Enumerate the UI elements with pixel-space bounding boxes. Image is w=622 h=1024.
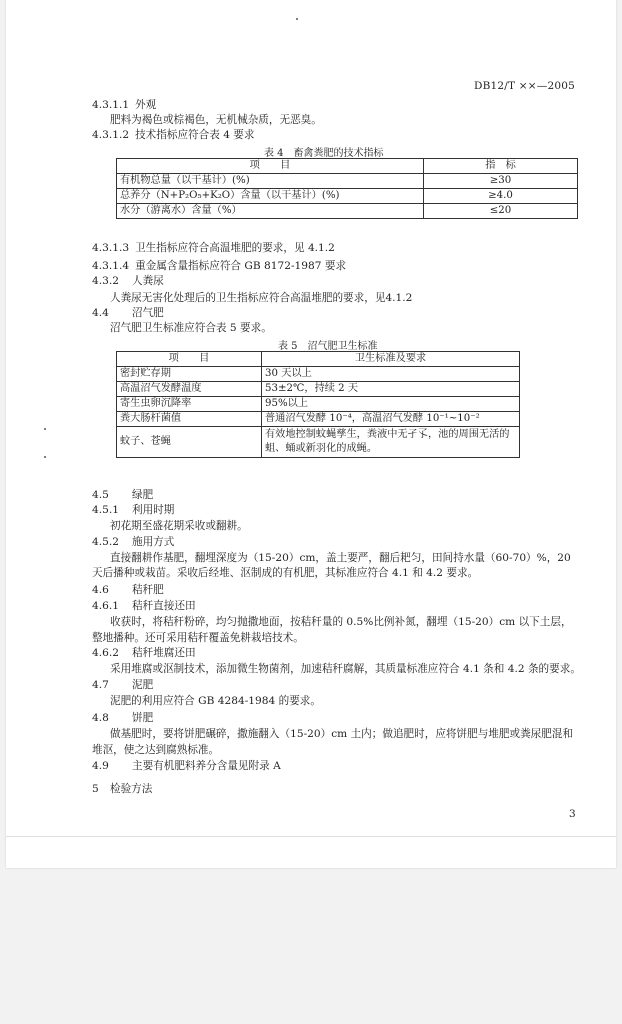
table-cell: 总养分（N+P₂O₅+K₂O）含量（以干基计）(%): [117, 189, 424, 204]
table-row: [117, 397, 520, 412]
paragraph: 采用堆腐或沤制技术，添加微生物菌剂，加速秸秆腐解，其质量标准应符合 4.1 条和 4.2 条的要求。: [110, 663, 581, 675]
table-row: [117, 174, 578, 189]
clause-number: 4.6.2: [92, 647, 119, 659]
paragraph: 直接翻耕作基肥，翻埋深度为（15-20）cm，盖土要严，翻后耙匀，田间持水量（60-70）%，20: [110, 552, 571, 564]
table-row: [117, 427, 520, 458]
clause-4-9: [92, 759, 281, 773]
clause-4-5: [92, 488, 153, 502]
clause-4-3-1-2: [92, 128, 255, 142]
table-cell: 蚊子、苍蝇: [117, 427, 262, 458]
clause-number: 4.5: [92, 489, 109, 501]
table-cell: ≥30: [424, 174, 578, 189]
clause-title: 主要有机肥料养分含量见附录 A: [132, 760, 281, 772]
clause-4-8: [92, 711, 153, 725]
clause-4-6-2: [92, 646, 196, 660]
clause-4-4: [92, 306, 164, 320]
paragraph: 肥料为褐色或棕褐色，无机械杂质，无恶臭。: [110, 114, 322, 126]
paragraph: 堆沤，使之达到腐熟标准。: [92, 744, 220, 756]
clause-number: 4.6.1: [92, 600, 119, 612]
clause-title: 秸秆直接还田: [132, 600, 196, 612]
clause-number: 5: [92, 783, 99, 795]
clause-4-5-1: [92, 503, 174, 517]
clause-number: 4.3.1.2: [92, 129, 130, 141]
paragraph: 收获时，将秸秆粉碎，均匀抛撒地面，按秸秆量的 0.5%比例补氮，翻埋（15-20）cm 以下土层，: [110, 616, 572, 628]
clause-number: 4.8: [92, 712, 109, 724]
table-cell: 53±2℃，持续 2 天: [262, 382, 520, 397]
clause-4-7: [92, 678, 153, 692]
table-cell: ≤20: [424, 204, 578, 219]
table-row: [117, 189, 578, 204]
table-header-cell: 项 目: [117, 159, 424, 174]
table-cell: 水分（游离水）含量（%）: [117, 204, 424, 219]
table-cell: 高温沼气发酵温度: [117, 382, 262, 397]
page-number: 3: [569, 808, 576, 820]
table-row: [117, 204, 578, 219]
section-5: [92, 782, 152, 796]
table-header-row: [117, 352, 520, 367]
clause-4-6-1: [92, 599, 196, 613]
clause-number: 4.7: [92, 679, 109, 691]
clause-number: 4.3.1.3: [92, 242, 130, 254]
table-cell: 95%以上: [262, 397, 520, 412]
clause-title: 绿肥: [132, 489, 154, 501]
clause-number: 4.5.1: [92, 504, 119, 516]
clause-title: 重金属含量指标应符合 GB 8172-1987 要求: [135, 260, 347, 272]
scan-speck: [296, 18, 298, 20]
table-cell: 寄生虫卵沉降率: [117, 397, 262, 412]
table-row: [117, 382, 520, 397]
table5-caption: 表 5 沼气肥卫生标准: [278, 341, 378, 352]
paragraph: 沼气肥卫生标准应符合表 5 要求。: [110, 322, 272, 334]
scan-speck: [44, 428, 46, 430]
paragraph: 人粪尿无害化处理后的卫生指标应符合高温堆肥的要求，见4.1.2: [110, 292, 413, 304]
clause-title: 施用方式: [132, 536, 175, 548]
table-row: [117, 367, 520, 382]
clause-4-3-2: [92, 274, 164, 288]
paragraph: 做基肥时，要将饼肥碾碎，撒施翻入（15-20）cm 土内；做追肥时，应将饼肥与堆肥或粪尿肥混和: [110, 728, 574, 740]
clause-4-3-1-4: [92, 259, 346, 273]
table-cell: 有效地控制蚊蝇孳生，粪液中无孑孓，池的周围无活的蛆、蛹或新羽化的成蝇。: [262, 427, 520, 458]
clause-title: 技术指标应符合表 4 要求: [135, 129, 255, 141]
table-cell: 粪大肠杆菌值: [117, 412, 262, 427]
clause-title: 检验方法: [110, 783, 153, 795]
document-page: [6, 0, 616, 868]
clause-number: 4.4: [92, 307, 109, 319]
clause-number: 4.6: [92, 584, 109, 596]
table-row: [117, 412, 520, 427]
table-header-cell: 指 标: [424, 159, 578, 174]
clause-title: 秸秆肥: [132, 584, 164, 596]
clause-title: 卫生指标应符合高温堆肥的要求，见 4.1.2: [135, 242, 335, 254]
clause-title: 人粪尿: [132, 275, 164, 287]
scan-speck: [44, 456, 46, 458]
clause-4-3-1-1: [92, 98, 156, 112]
clause-title: 泥肥: [132, 679, 154, 691]
table-header-cell: 卫生标准及要求: [262, 352, 520, 367]
clause-number: 4.3.1.4: [92, 260, 130, 272]
scan-line: [6, 836, 616, 837]
table5: [116, 351, 520, 458]
paragraph: 初花期至盛花期采收或翻耕。: [110, 520, 248, 532]
clause-4-3-1-3: [92, 241, 335, 255]
table-cell: 密封贮存期: [117, 367, 262, 382]
clause-number: 4.3.1.1: [92, 99, 130, 111]
clause-4-6: [92, 583, 164, 597]
clause-4-5-2: [92, 535, 174, 549]
table-cell: 30 天以上: [262, 367, 520, 382]
table-cell: 普通沼气发酵 10⁻⁴，高温沼气发酵 10⁻¹~10⁻²: [262, 412, 520, 427]
table-header-cell: 项 目: [117, 352, 262, 367]
clause-title: 沼气肥: [132, 307, 164, 319]
clause-title: 外观: [135, 99, 157, 111]
table-cell: 有机物总量（以干基计）(%): [117, 174, 424, 189]
paragraph: 整地播种。还可采用秸秆覆盖免耕栽培技术。: [92, 632, 304, 644]
clause-number: 4.9: [92, 760, 109, 772]
paragraph: 泥肥的利用应符合 GB 4284-1984 的要求。: [110, 695, 321, 707]
document-code: DB12/T ××—2005: [474, 80, 575, 92]
paragraph: 天后播种或栽苗。采收后经堆、沤制成的有机肥，其标准应符合 4.1 和 4.2 要求。: [92, 567, 479, 579]
clause-title: 秸秆堆腐还田: [132, 647, 196, 659]
table-header-row: [117, 159, 578, 174]
table-cell: ≥4.0: [424, 189, 578, 204]
clause-title: 饼肥: [132, 712, 154, 724]
table4-caption: 表 4 畜禽粪肥的技术指标: [264, 148, 384, 159]
table4: [116, 158, 578, 219]
clause-number: 4.5.2: [92, 536, 119, 548]
clause-number: 4.3.2: [92, 275, 119, 287]
clause-title: 利用时期: [132, 504, 175, 516]
